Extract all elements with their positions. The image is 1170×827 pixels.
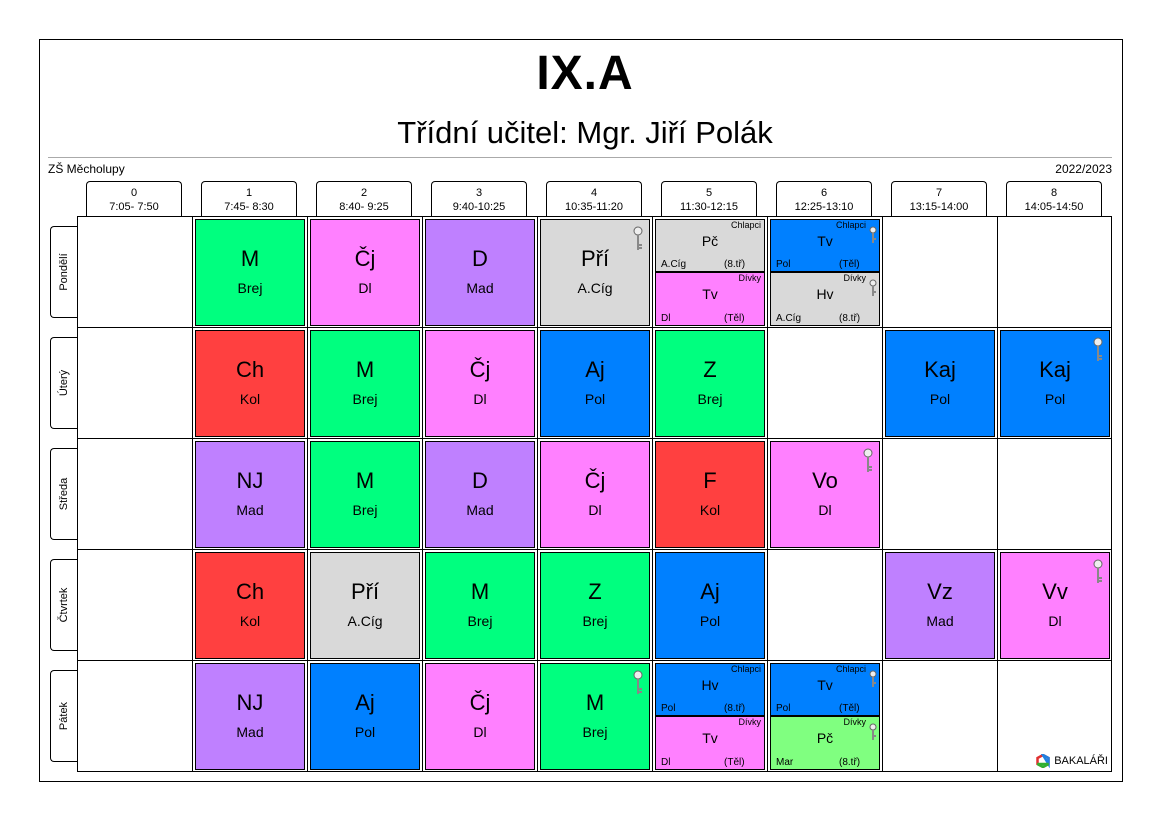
key-icon (869, 279, 877, 297)
divider (48, 157, 1112, 158)
lesson-fri-6-boys[interactable]: Chlapci Tv Pol (Těl) (770, 663, 880, 716)
lesson-fri-5-girls[interactable]: Dívky Tv Dl (Těl) (655, 716, 765, 770)
lesson-mon-4[interactable]: Pří A.Cíg (540, 219, 650, 326)
lesson-fri-2[interactable]: Aj Pol (310, 663, 420, 770)
lesson-thu-3[interactable]: M Brej (425, 552, 535, 659)
day-wednesday: Středa (50, 448, 77, 540)
key-icon (869, 670, 877, 688)
lesson-wed-5[interactable]: F Kol (655, 441, 765, 548)
lesson-wed-1[interactable]: NJ Mad (195, 441, 305, 548)
lesson-mon-6-girls[interactable]: Dívky Hv A.Cíg (8.tř) (770, 272, 880, 326)
bakalari-logo (1036, 754, 1108, 768)
hour-header-8: 8 14:05-14:50 (1006, 181, 1102, 216)
key-icon (869, 226, 877, 244)
lesson-thu-5[interactable]: Aj Pol (655, 552, 765, 659)
hour-header-4: 4 10:35-11:20 (546, 181, 642, 216)
lesson-mon-6-boys[interactable]: Chlapci Tv Pol (Těl) (770, 219, 880, 272)
lesson-fri-6-girls[interactable]: Dívky Pč Mar (8.tř) (770, 716, 880, 770)
hour-header-7: 7 13:15-14:00 (891, 181, 987, 216)
lesson-tue-7[interactable]: Kaj Pol (885, 330, 995, 437)
hour-header-6: 6 12:25-13:10 (776, 181, 872, 216)
lesson-mon-1[interactable]: M Brej (195, 219, 305, 326)
day-thursday: Čtvrtek (50, 559, 77, 651)
lesson-tue-8[interactable]: Kaj Pol (1000, 330, 1110, 437)
lesson-fri-1[interactable]: NJ Mad (195, 663, 305, 770)
day-monday: Pondělí (50, 226, 77, 318)
key-icon (1093, 337, 1103, 363)
lesson-wed-2[interactable]: M Brej (310, 441, 420, 548)
lesson-tue-4[interactable]: Aj Pol (540, 330, 650, 437)
day-tuesday: Úterý (50, 337, 77, 429)
hour-header-5: 5 11:30-12:15 (661, 181, 757, 216)
lesson-fri-5-boys[interactable]: Chlapci Hv Pol (8.tř) (655, 663, 765, 716)
key-icon (633, 226, 643, 252)
bakalari-logo-icon (1036, 754, 1050, 768)
lesson-fri-3[interactable]: Čj Dl (425, 663, 535, 770)
lesson-thu-4[interactable]: Z Brej (540, 552, 650, 659)
school-year: 2022/2023 (1055, 162, 1112, 176)
key-icon (869, 723, 877, 741)
lesson-mon-2[interactable]: Čj Dl (310, 219, 420, 326)
lesson-tue-2[interactable]: M Brej (310, 330, 420, 437)
school-name: ZŠ Měcholupy (48, 162, 125, 176)
lesson-wed-4[interactable]: Čj Dl (540, 441, 650, 548)
key-icon (863, 448, 873, 474)
hour-header-2: 2 8:40- 9:25 (316, 181, 412, 216)
page-title: IX.A (536, 47, 634, 100)
lesson-tue-3[interactable]: Čj Dl (425, 330, 535, 437)
lesson-tue-5[interactable]: Z Brej (655, 330, 765, 437)
lesson-fri-4[interactable]: M Brej (540, 663, 650, 770)
lesson-tue-1[interactable]: Ch Kol (195, 330, 305, 437)
class-teacher: Třídní učitel: Mgr. Jiří Polák (397, 115, 773, 150)
lesson-thu-2[interactable]: Pří A.Cíg (310, 552, 420, 659)
lesson-thu-7[interactable]: Vz Mad (885, 552, 995, 659)
key-icon (633, 670, 643, 696)
lesson-thu-8[interactable]: Vv Dl (1000, 552, 1110, 659)
lesson-mon-5-boys[interactable]: Chlapci Pč A.Cíg (8.tř) (655, 219, 765, 272)
hour-header-1: 1 7:45- 8:30 (201, 181, 297, 216)
lesson-mon-3[interactable]: D Mad (425, 219, 535, 326)
key-icon (1093, 559, 1103, 585)
hour-header-0: 0 7:05- 7:50 (86, 181, 182, 216)
logo-text: BAKALÁŘI (1054, 755, 1108, 767)
day-friday: Pátek (50, 670, 77, 762)
lesson-wed-3[interactable]: D Mad (425, 441, 535, 548)
lesson-mon-5-girls[interactable]: Dívky Tv Dl (Těl) (655, 272, 765, 326)
lesson-wed-6[interactable]: Vo Dl (770, 441, 880, 548)
lesson-thu-1[interactable]: Ch Kol (195, 552, 305, 659)
hour-header-3: 3 9:40-10:25 (431, 181, 527, 216)
